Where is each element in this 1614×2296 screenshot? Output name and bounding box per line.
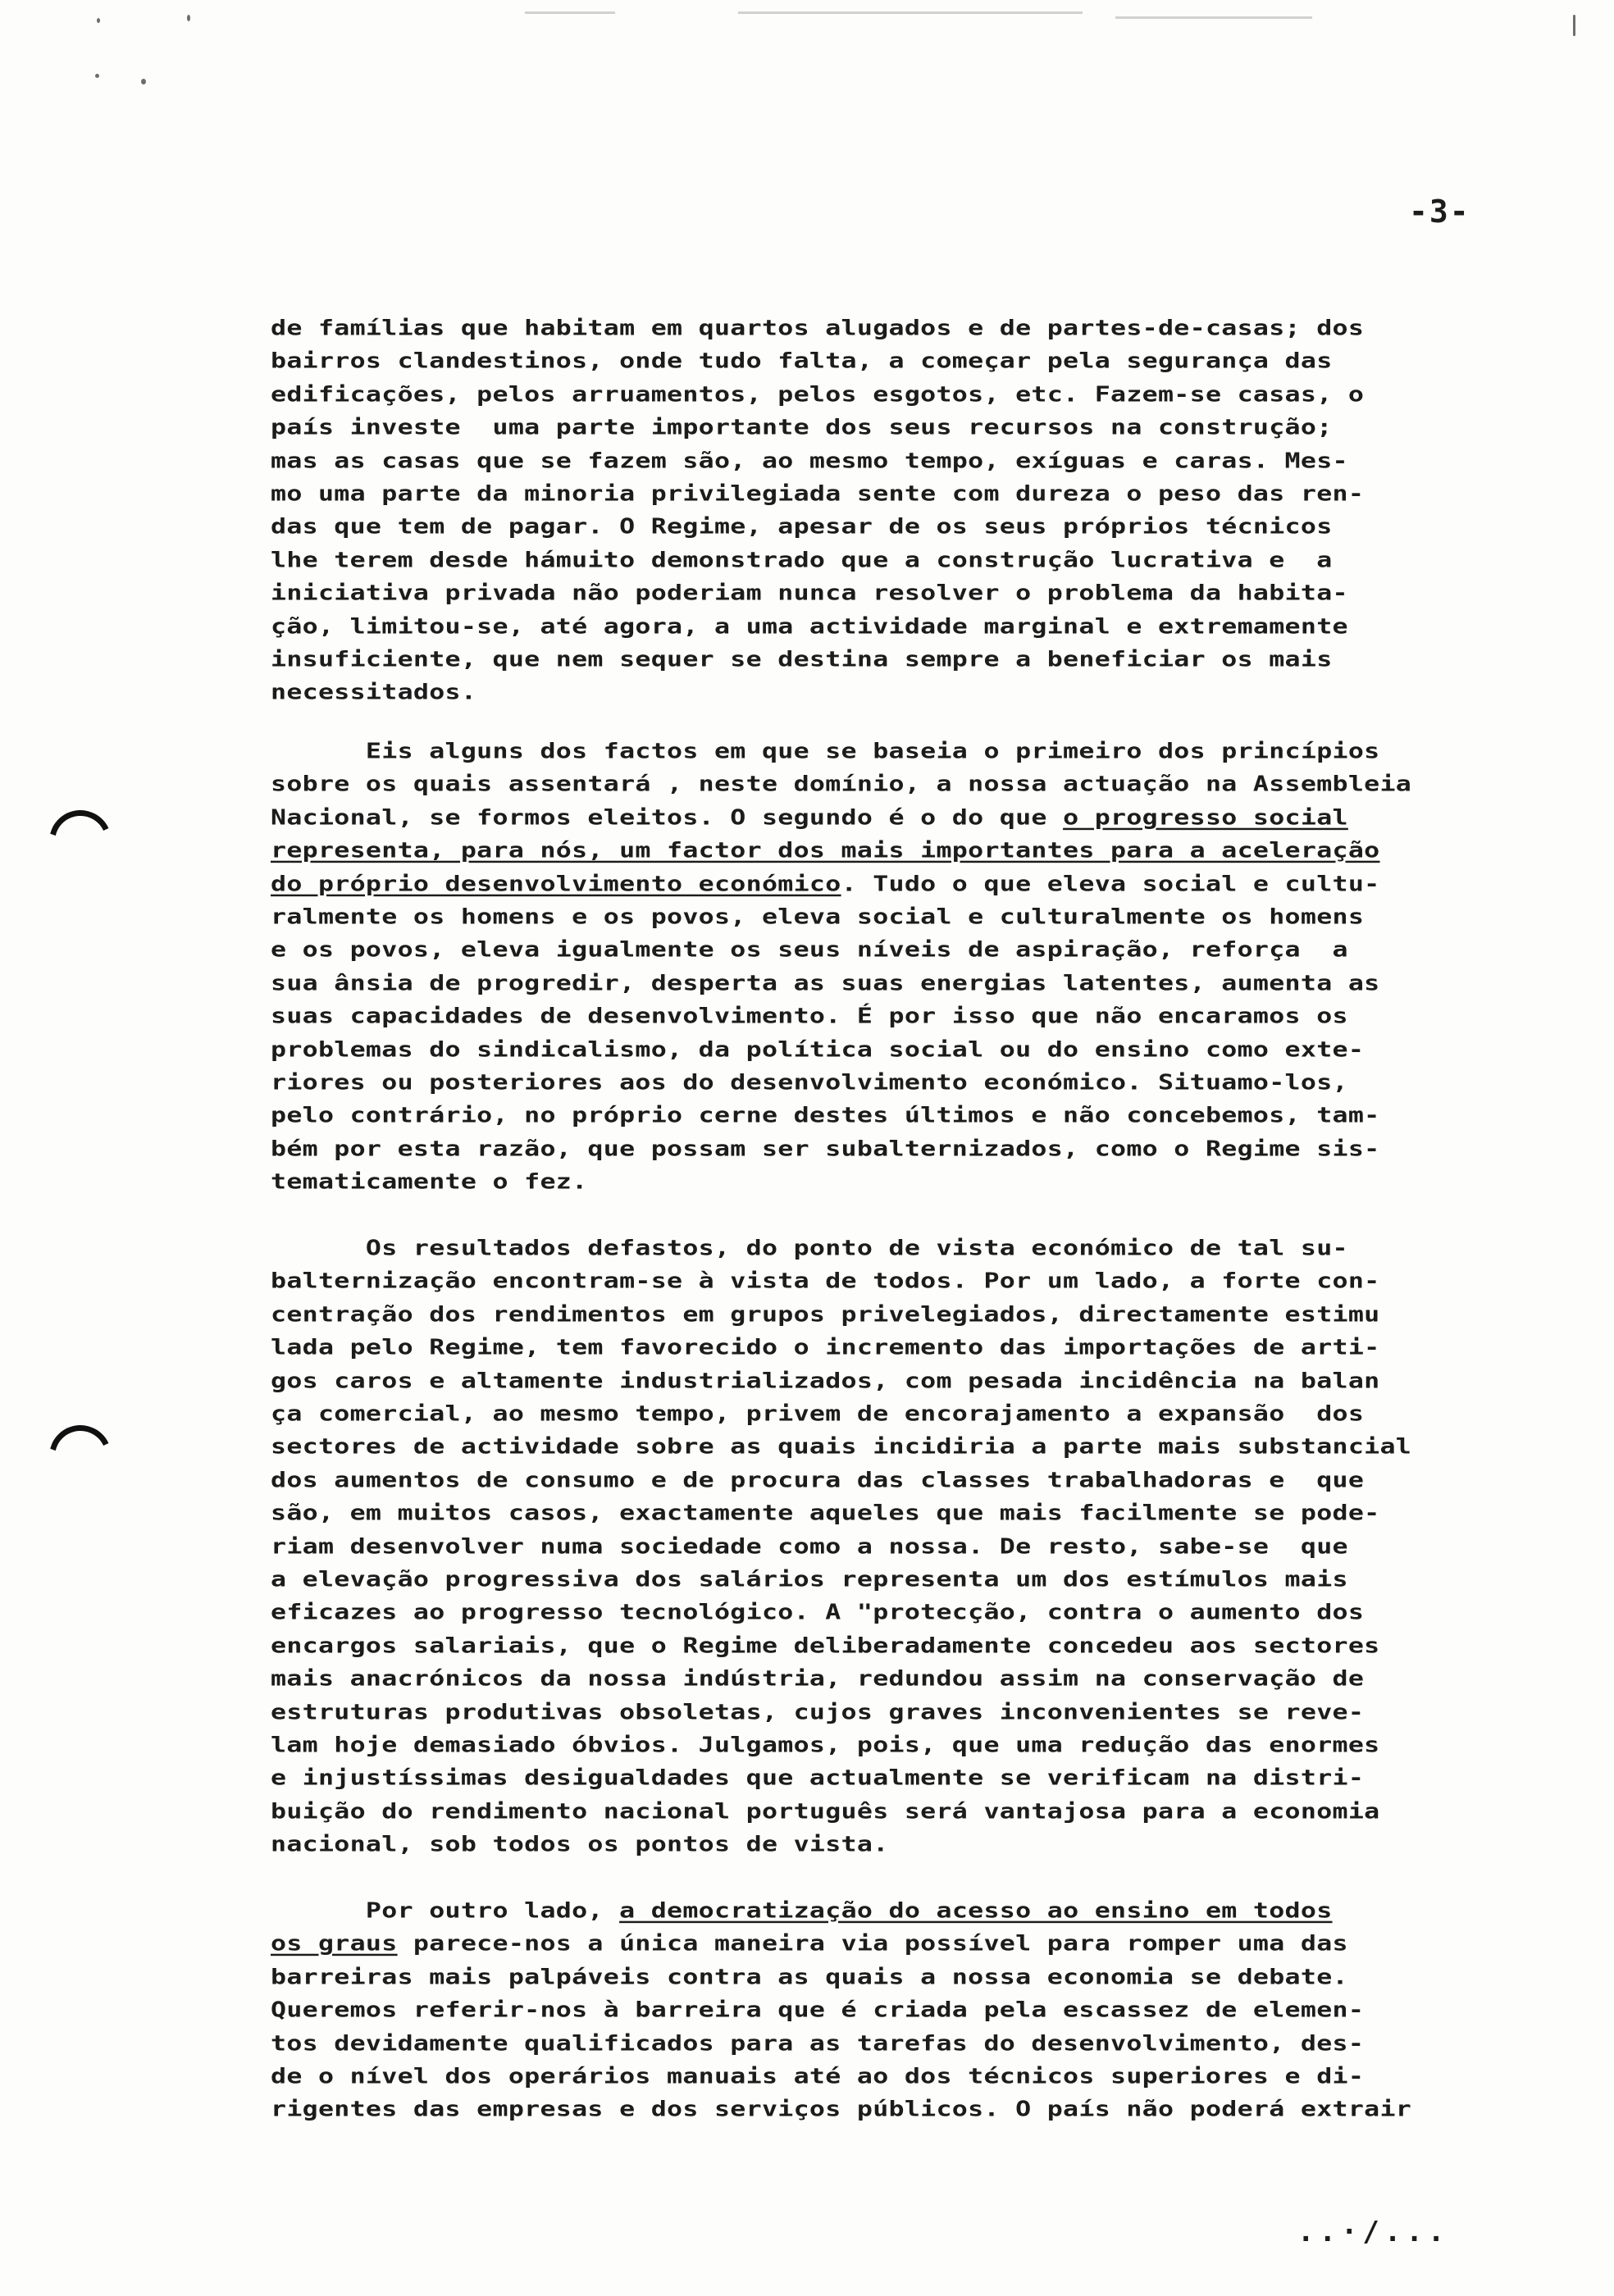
underlined-phrase: a democratização do acesso ao ensino em todos xyxy=(619,1898,1333,1924)
text-run: bairros clandestinos, onde tudo falta, a começar pela segurança das xyxy=(271,349,1333,374)
text-line xyxy=(271,1930,1348,1957)
continuation-mark: ..·/... xyxy=(1297,2216,1450,2248)
text-run: estruturas produtivas obsoletas, cujos graves inconvenientes se reve- xyxy=(271,1700,1365,1724)
text-line xyxy=(271,1168,587,1196)
text-line xyxy=(271,348,1333,375)
text-line xyxy=(271,2030,1364,2057)
text-run: balternização encontram-se à vista de todos. Por um lado, a forte con- xyxy=(271,1269,1380,1294)
text-line xyxy=(271,1500,1379,1527)
text-line xyxy=(271,414,1333,441)
text-line xyxy=(271,1633,1379,1660)
text-run: e injustíssimas desigualdades que actualmente se verificam na distri- xyxy=(271,1766,1365,1791)
text-line xyxy=(271,1665,1364,1692)
text-run: lada pelo Regime, tem favorecido o incremento das importações de arti- xyxy=(271,1335,1380,1360)
text-run: parece-nos a única maneira via possível para romper uma das xyxy=(397,1932,1348,1957)
underlined-phrase: os graus xyxy=(271,1932,398,1957)
text-line xyxy=(271,448,1348,475)
text-run: gos caros e altamente industrializados, com pesada incidência na balan xyxy=(271,1369,1380,1393)
text-run: necessitados. xyxy=(271,681,477,705)
text-run: eficazes ao progresso tecnológico. A "protecção, contra o aumento dos xyxy=(271,1601,1365,1625)
text-line xyxy=(271,2063,1364,2090)
text-line xyxy=(271,1599,1364,1626)
text-line xyxy=(271,613,1348,640)
text-line xyxy=(271,1897,1333,1925)
text-line xyxy=(271,1533,1348,1560)
underlined-phrase: representa, para nós, um factor dos mais importantes para a aceleração xyxy=(271,838,1380,863)
text-line xyxy=(271,481,1364,508)
text-run: lam hoje demasiado óbvios. Julgamos, pois, que uma redução das enormes xyxy=(271,1733,1380,1758)
text-line xyxy=(271,804,1348,831)
text-line xyxy=(271,1467,1364,1494)
text-run: insuficiente, que nem sequer se destina sempre a beneficiar os mais xyxy=(271,647,1333,672)
text-line xyxy=(271,970,1379,997)
text-line xyxy=(271,1136,1379,1163)
text-run: riores ou posteriores aos do desenvolvimento económico. Situamo-los, xyxy=(271,1070,1348,1096)
text-run: ça comercial, ao mesmo tempo, privem de encorajamento a expansão dos xyxy=(271,1401,1365,1427)
scan-speck xyxy=(95,74,99,78)
text-line xyxy=(271,738,1379,765)
text-line xyxy=(271,1003,1348,1030)
punch-hole-mark xyxy=(40,801,120,881)
text-run: nacional, sob todos os pontos de vista. xyxy=(271,1832,889,1857)
text-run: Os resultados defastos, do ponto de vista económico de tal su- xyxy=(271,1236,1348,1261)
scan-speck xyxy=(97,18,100,23)
text-run: ção, limitou-se, até agora, a uma actividade marginal e extremamente xyxy=(271,614,1348,639)
text-line xyxy=(271,580,1348,607)
text-run: de o nível dos operários manuais até ao dos técnicos superiores e di- xyxy=(271,2064,1365,2089)
text-line xyxy=(271,936,1348,963)
text-line xyxy=(271,547,1333,574)
text-run: tos devidamente qualificados para as tarefas do desenvolvimento, des- xyxy=(271,2031,1365,2056)
text-line xyxy=(271,871,1379,898)
text-run: rigentes das empresas e dos serviços públicos. O país não poderá extrair xyxy=(271,2098,1412,2122)
text-run: . Tudo o que eleva social e cultu- xyxy=(841,872,1380,896)
scan-speck xyxy=(1573,15,1575,36)
text-line xyxy=(271,1831,889,1858)
text-run: das que tem de pagar. O Regime, apesar de os seus próprios técnicos xyxy=(271,515,1333,540)
text-line xyxy=(271,904,1364,931)
scan-streak xyxy=(525,11,615,14)
punch-hole-mark xyxy=(40,1416,120,1496)
text-run: riam desenvolver numa sociedade como a nossa. De resto, sabe-se que xyxy=(271,1534,1348,1559)
text-run: problemas do sindicalismo, da política social ou do ensino como exte- xyxy=(271,1037,1365,1062)
text-line xyxy=(271,1765,1364,1792)
text-run: mo uma parte da minoria privilegiada sente com dureza o peso das ren- xyxy=(271,481,1365,507)
text-line xyxy=(271,1964,1348,1991)
underlined-phrase: o progresso social xyxy=(1063,805,1348,830)
text-run: Nacional, se formos eleitos. O segundo é o do que xyxy=(271,805,1064,830)
text-line xyxy=(271,1301,1379,1328)
text-line xyxy=(271,771,1411,798)
scan-speck xyxy=(141,79,146,84)
text-line xyxy=(271,1566,1348,1593)
text-run: Por outro lado, xyxy=(271,1898,620,1924)
text-line xyxy=(271,1102,1379,1129)
text-run: dos aumentos de consumo e de procura das classes trabalhadoras e que xyxy=(271,1468,1365,1492)
text-run: bém por esta razão, que possam ser subalternizados, como o Regime sis- xyxy=(271,1137,1380,1161)
text-line xyxy=(271,1069,1348,1096)
text-run: edificações, pelos arruamentos, pelos esgotos, etc. Fazem-se casas, o xyxy=(271,382,1365,407)
text-run: tematicamente o fez. xyxy=(271,1169,588,1195)
text-line xyxy=(271,837,1379,864)
text-run: sectores de actividade sobre as quais incidiria a parte mais substancial xyxy=(271,1435,1412,1460)
text-line xyxy=(271,315,1364,342)
text-run: barreiras mais palpáveis contra as quais a nossa economia se debate. xyxy=(271,1965,1348,1989)
text-line xyxy=(271,2096,1411,2123)
text-run: buição do rendimento nacional português será vantajosa para a economia xyxy=(271,1799,1380,1824)
text-run: mas as casas que se fazem são, ao mesmo tempo, exíguas e caras. Mes- xyxy=(271,449,1348,473)
scan-streak xyxy=(1115,16,1312,19)
text-run: sua ânsia de progredir, desperta as suas energias latentes, aumenta as xyxy=(271,971,1380,995)
text-line xyxy=(271,1732,1379,1759)
text-run: mais anacrónicos da nossa indústria, redundou assim na conservação de xyxy=(271,1666,1365,1692)
text-run: sobre os quais assentará , neste domínio, a nossa actuação na Assembleia xyxy=(271,772,1412,797)
text-line xyxy=(271,1401,1364,1428)
text-line xyxy=(271,1268,1379,1295)
text-run: iniciativa privada não poderiam nunca resolver o problema da habita- xyxy=(271,581,1348,606)
text-line xyxy=(271,1433,1411,1460)
text-run: ralmente os homens e os povos, eleva social e culturalmente os homens xyxy=(271,904,1365,930)
underlined-phrase: do próprio desenvolvimento económico xyxy=(271,872,841,896)
text-run: suas capacidades de desenvolvimento. É por isso que não encaramos os xyxy=(271,1004,1348,1029)
text-run: e os povos, eleva igualmente os seus níveis de aspiração, reforça a xyxy=(271,938,1348,963)
text-run: centração dos rendimentos em grupos privelegiados, directamente estimu xyxy=(271,1302,1380,1327)
text-line xyxy=(271,646,1333,673)
text-run: a elevação progressiva dos salários representa um dos estímulos mais xyxy=(271,1567,1348,1592)
text-run: país investe uma parte importante dos seus recursos na construção; xyxy=(271,415,1333,440)
text-line xyxy=(271,381,1364,408)
text-run: Eis alguns dos factos em que se baseia o primeiro dos princípios xyxy=(271,739,1380,764)
text-line xyxy=(271,1997,1364,2024)
text-line xyxy=(271,1368,1379,1395)
text-run: Queremos referir-nos à barreira que é criada pela escassez de elemen- xyxy=(271,1998,1365,2023)
text-run: pelo contrário, no próprio cerne destes últimos e não concebemos, tam- xyxy=(271,1104,1380,1128)
text-line xyxy=(271,1798,1379,1825)
text-line xyxy=(271,513,1333,540)
scan-speck xyxy=(187,15,190,21)
text-run: são, em muitos casos, exactamente aqueles que mais facilmente se pode- xyxy=(271,1501,1380,1526)
text-run: lhe terem desde hámuito demonstrado que a construção lucrativa e a xyxy=(271,548,1333,572)
text-line xyxy=(271,1036,1364,1064)
text-line xyxy=(271,679,476,706)
scan-streak xyxy=(738,11,1083,14)
page-number: -3- xyxy=(1409,194,1470,230)
text-run: encargos salariais, que o Regime deliberadamente concedeu aos sectores xyxy=(271,1633,1380,1658)
text-line xyxy=(271,1699,1364,1726)
text-run: de famílias que habitam em quartos alugados e de partes-de-casas; dos xyxy=(271,316,1365,341)
text-line xyxy=(271,1235,1348,1262)
text-line xyxy=(271,1334,1379,1361)
